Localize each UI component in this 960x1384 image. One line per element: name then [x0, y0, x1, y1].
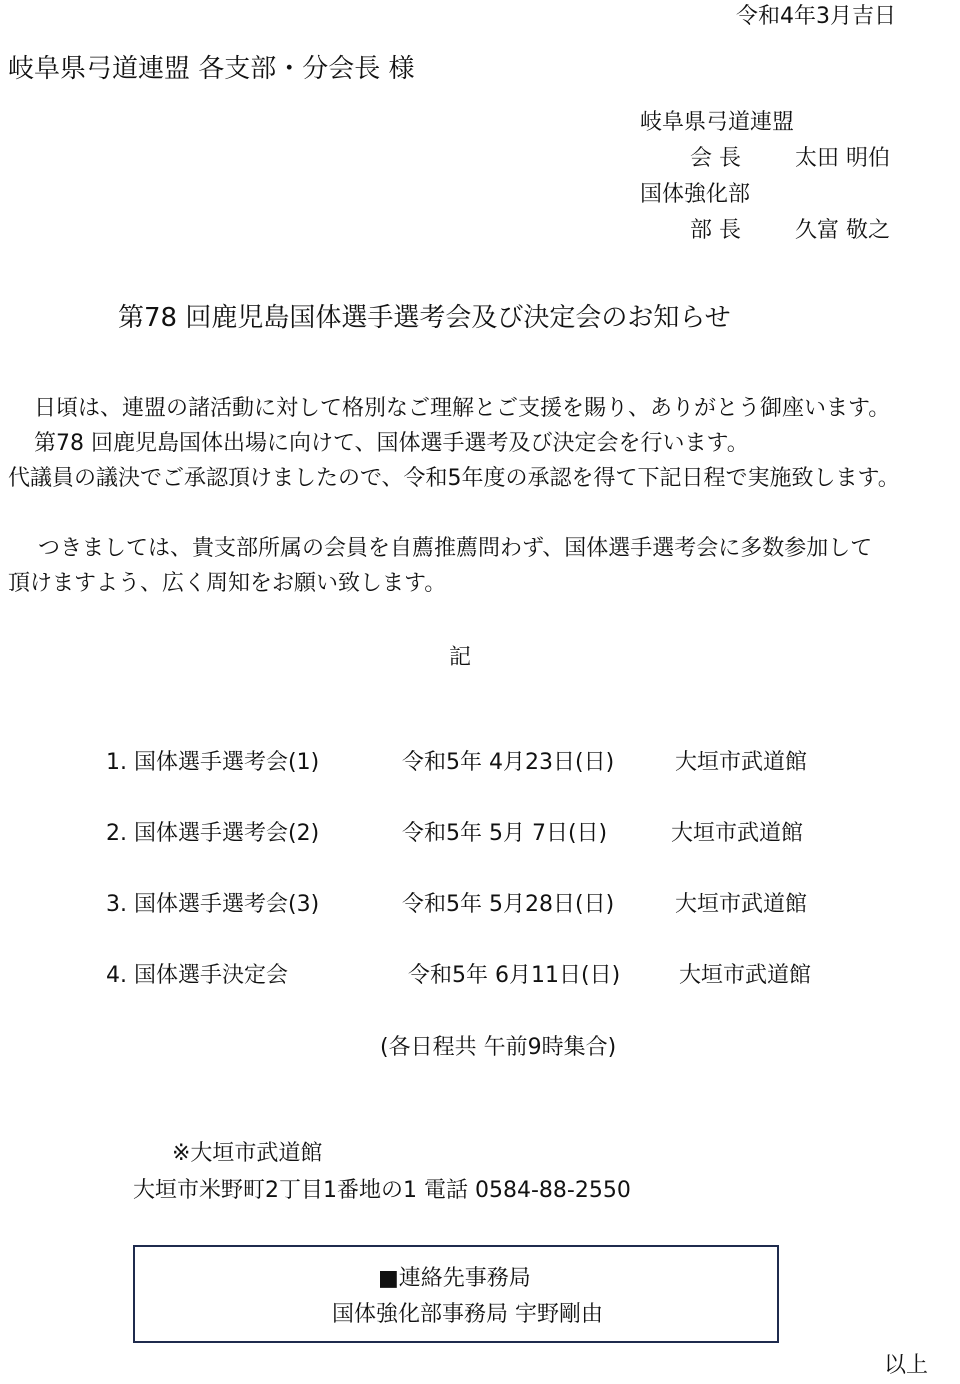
contact-box: [133, 1245, 779, 1343]
schedule-date: 令和5年 4月23日(日): [402, 750, 615, 775]
schedule-label: 2. 国体選手選考会(2): [106, 821, 320, 846]
body-paragraph-2-line-2: 頂けますよう、広く周知をお願い致します。: [8, 571, 447, 596]
venue-heading: ※大垣市武道館: [172, 1141, 323, 1166]
venue-address: 大垣市米野町2丁目1番地の1 電話 0584-88-2550: [133, 1178, 631, 1203]
body-paragraph-2-line-1: つきましては、貴支部所属の会員を自薦推薦問わず、国体選手選考会に多数参加して: [38, 536, 873, 561]
contact-name: 国体強化部事務局 宇野剛由: [332, 1302, 603, 1327]
schedule-date: 令和5年 5月28日(日): [402, 892, 615, 917]
sender-dept: 国体強化部: [640, 182, 751, 207]
chair-title: 会 長: [690, 146, 741, 171]
addressee: 岐阜県弓道連盟 各支部・分会長 様: [8, 54, 415, 84]
dept-head-title: 部 長: [690, 218, 741, 243]
schedule-venue: 大垣市武道館: [675, 750, 808, 775]
schedule-venue: 大垣市武道館: [671, 821, 804, 846]
document-date: 令和4年3月吉日: [736, 4, 896, 29]
contact-heading: ■連絡先事務局: [378, 1266, 531, 1291]
schedule-label: 3. 国体選手選考会(3): [106, 892, 320, 917]
sender-org: 岐阜県弓道連盟: [640, 110, 795, 135]
body-paragraph-1-line-3: 代議員の議決でご承認頂けましたので、令和5年度の承認を得て下記日程で実施致します。: [8, 466, 900, 491]
body-paragraph-1-line-1: 日頃は、連盟の諸活動に対して格別なご理解とご支援を賜り、ありがとう御座います。: [34, 396, 891, 421]
schedule-venue: 大垣市武道館: [675, 892, 808, 917]
ki-marker: 記: [449, 645, 472, 670]
schedule-date: 令和5年 6月11日(日): [408, 963, 621, 988]
dept-head-name: 久富 敬之: [795, 218, 890, 243]
schedule-date: 令和5年 5月 7日(日): [402, 821, 608, 846]
body-paragraph-1-line-2: 第78 回鹿児島国体出場に向けて、国体選手選考及び決定会を行います。: [34, 431, 749, 456]
schedule-label: 1. 国体選手選考会(1): [106, 750, 320, 775]
schedule-venue: 大垣市武道館: [679, 963, 812, 988]
schedule-label: 4. 国体選手決定会: [106, 963, 288, 988]
closing-mark: 以上: [884, 1353, 929, 1378]
document-title: 第78 回鹿児島国体選手選考会及び決定会のお知らせ: [118, 303, 731, 333]
chair-name: 太田 明伯: [795, 146, 890, 171]
assembly-note: (各日程共 午前9時集合): [380, 1035, 617, 1060]
